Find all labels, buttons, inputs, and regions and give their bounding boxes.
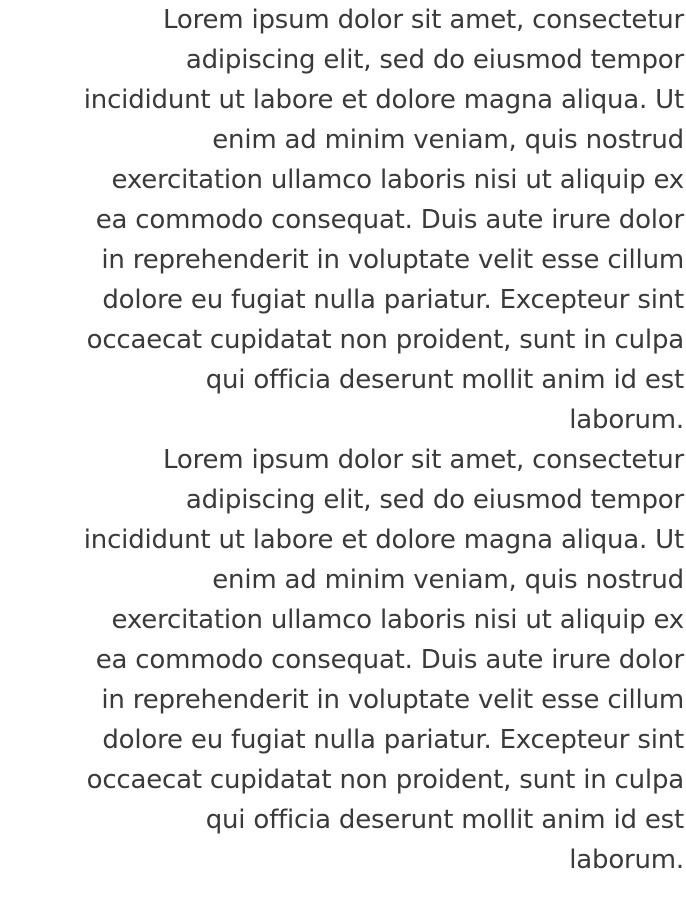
paragraph-line: ea commodo consequat. Duis aute irure dolor [95, 645, 684, 675]
paragraph-line: enim ad minim veniam, quis nostrud [212, 125, 684, 155]
paragraph-1 [84, 0, 684, 440]
paragraph-line: adipiscing elit, sed do eiusmod tempor [185, 45, 684, 75]
paragraph-line: incididunt ut labore et dolore magna aliqua. Ut [83, 85, 684, 115]
paragraph-line: ea commodo consequat. Duis aute irure dolor [95, 205, 684, 235]
paragraph-line: laborum. [569, 845, 684, 875]
paragraph-line: Lorem ipsum dolor sit amet, consectetur [163, 5, 684, 35]
paragraph-line: exercitation ullamco laboris nisi ut aliquip ex [111, 165, 684, 195]
paragraph-line: qui officia deserunt mollit anim id est [205, 805, 684, 835]
paragraph-line: in reprehenderit in voluptate velit esse cillum [101, 245, 684, 275]
paragraph-line: in reprehenderit in voluptate velit esse cillum [101, 685, 684, 715]
paragraph-line: adipiscing elit, sed do eiusmod tempor [185, 485, 684, 515]
paragraph-line: dolore eu fugiat nulla pariatur. Excepteur sint [102, 725, 684, 755]
paragraph-line: Lorem ipsum dolor sit amet, consectetur [163, 445, 684, 475]
paragraph-line: incididunt ut labore et dolore magna aliqua. Ut [83, 525, 684, 555]
paragraph-line: exercitation ullamco laboris nisi ut aliquip ex [111, 605, 684, 635]
paragraph-line: occaecat cupidatat non proident, sunt in culpa [86, 325, 684, 355]
paragraph-line: enim ad minim veniam, quis nostrud [212, 565, 684, 595]
paragraph-line: occaecat cupidatat non proident, sunt in culpa [86, 765, 684, 795]
paragraph-line: laborum. [569, 405, 684, 435]
paragraph-line: dolore eu fugiat nulla pariatur. Excepteur sint [102, 285, 684, 315]
paragraph-line: qui officia deserunt mollit anim id est [205, 365, 684, 395]
paragraph-2 [84, 440, 684, 880]
